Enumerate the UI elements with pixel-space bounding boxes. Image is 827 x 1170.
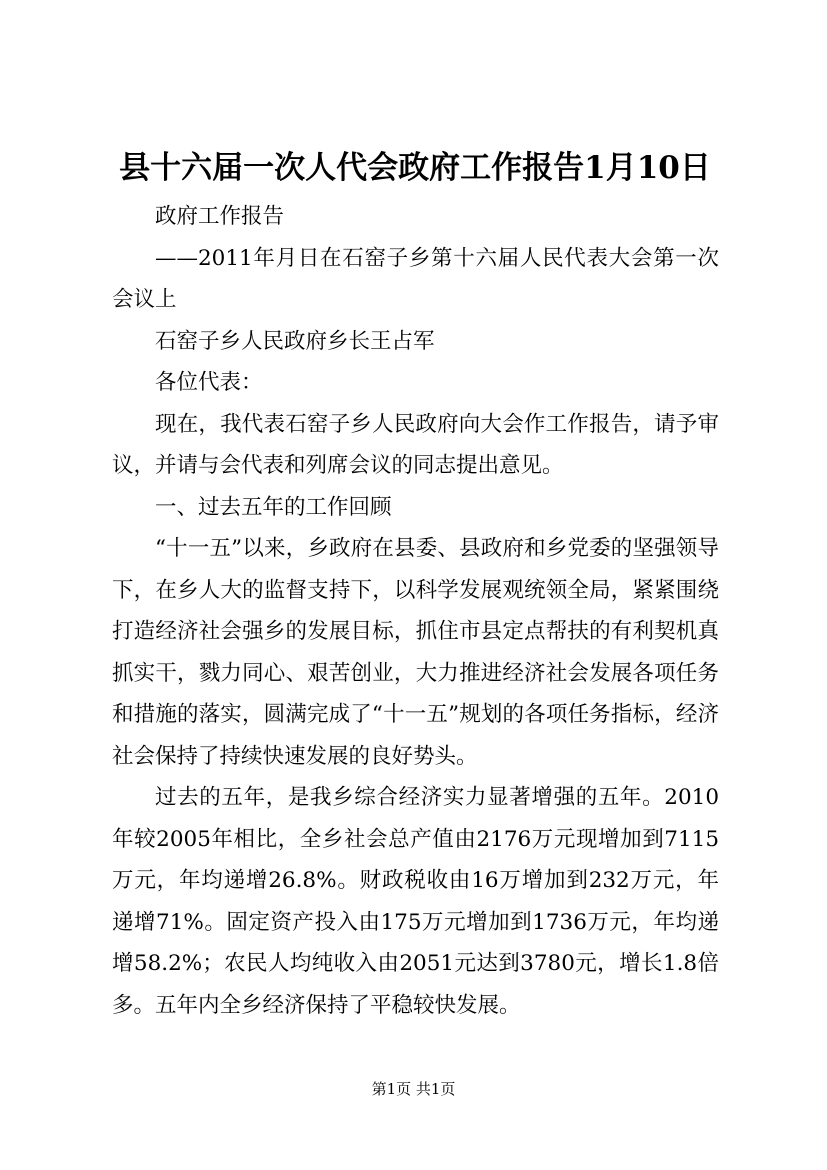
paragraph-section-heading: 一、过去五年的工作回顾 [155,494,392,520]
paragraph-salutation: 各位代表： [155,370,263,395]
paragraph-heading: 政府工作报告 [155,204,285,229]
document-body [112,196,719,1026]
paragraph-economy: 过去的五年，是我乡综合经济实力显著增强的五年。2010年较2005年相比，全乡社会总产值由2176万元现增加到7115万元，年均递增26.8%。财政税收由16万增加到232万元，年递增71%。固定资产投入由175万元增加到1736万元，年均递增58.2%；农民人均纯收入由2051元达到3780元，增长1.8倍多。五年内全乡经济保持了平稳较快发展。 [112,785,719,1018]
paragraph-review: “十一五”以来，乡政府在县委、县政府和乡党委的坚强领导下，在乡人大的监督支持下，以科学发展观统领全局，紧紧围绕打造经济社会强乡的发展目标，抓住市县定点帮扶的有利契机真抓实干，戮力同心、艰苦创业，大力推进经济社会发展各项任务和措施的落实，圆满完成了“十一五”规划的各项任务指标，经济社会保持了持续快速发展的良好势头。 [112,536,719,769]
document-title: 县十六届一次人代会政府工作报告1月10日 [119,150,711,186]
paragraph-author: 石窑子乡人民政府乡长王占军 [155,328,435,354]
paragraph-intro: 现在，我代表石窑子乡人民政府向大会作工作报告，请予审议，并请与会代表和列席会议的同志提出意见。 [112,411,719,478]
page-footer: 第1页 共1页 [371,1080,456,1098]
paragraph-subtitle: ——2011年月日在石窑子乡第十六届人民代表大会第一次会议上 [112,245,719,312]
